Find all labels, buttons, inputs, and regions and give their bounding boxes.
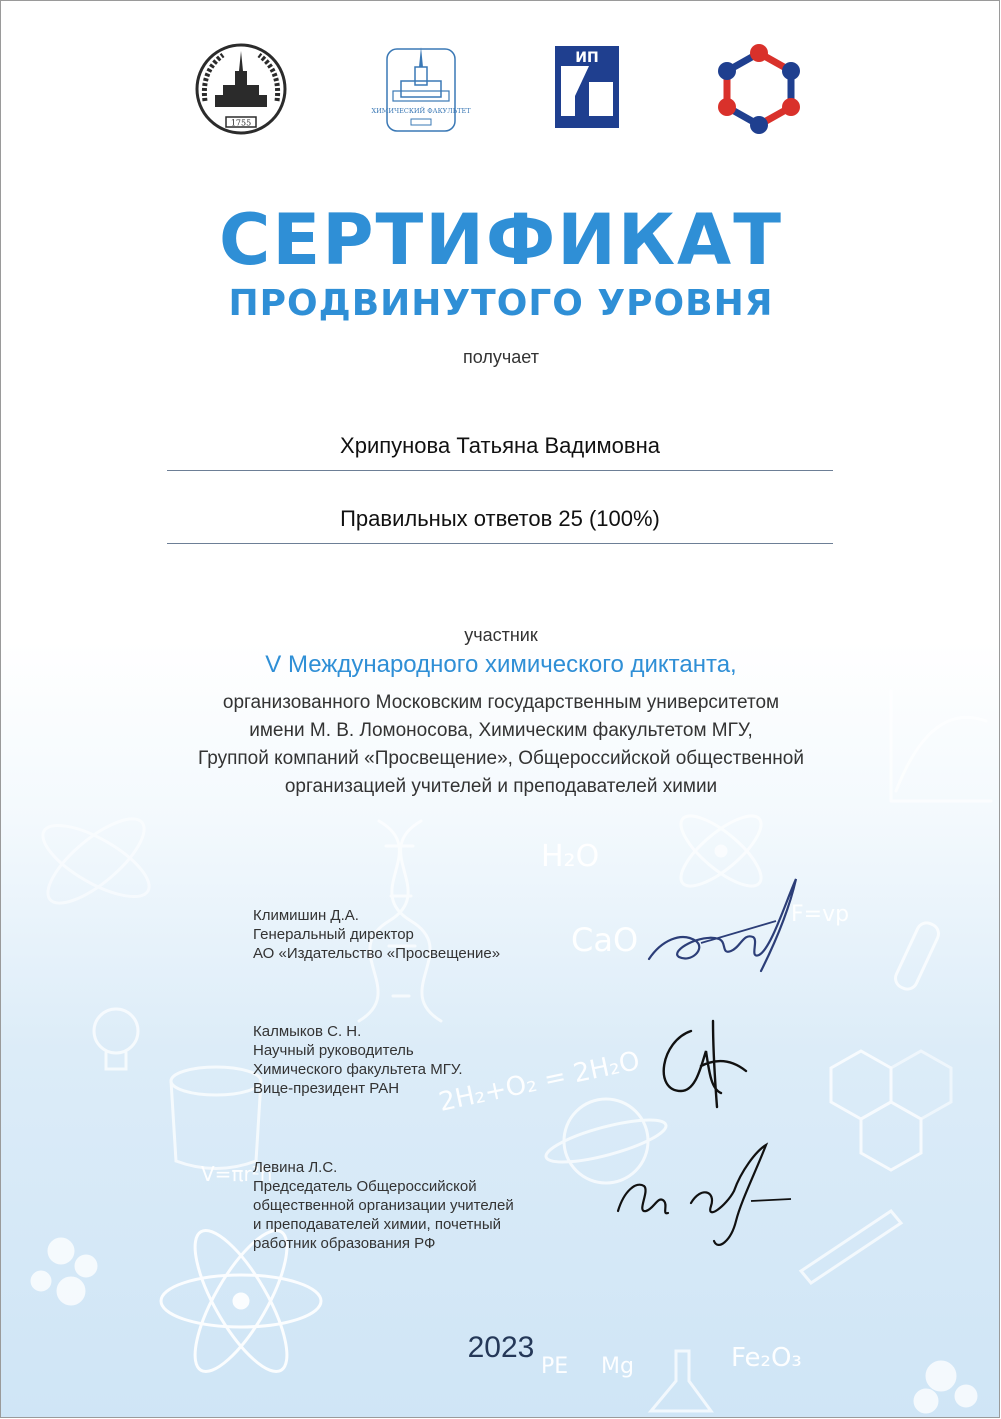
signer-position: работник образования РФ [253, 1235, 436, 1252]
signature-levina [606, 1131, 796, 1261]
teachers-organization-logo [711, 41, 807, 137]
formula-cao: CaO [571, 921, 639, 959]
chemistry-faculty-logo [371, 41, 471, 137]
svg-text:1755: 1755 [230, 118, 252, 128]
molecule-icon [32, 1239, 96, 1304]
signer-block-levina [253, 1158, 573, 1253]
benzene-ring-icon [831, 1051, 951, 1170]
test-tube-icon [892, 920, 942, 993]
signer-position: Вице-президент РАН [253, 1080, 400, 1097]
description-line: организованного Московским государственным университетом [222, 692, 780, 713]
signer-position: общественной организации учителей [253, 1197, 514, 1214]
formula-pe: PE [541, 1354, 569, 1379]
beaker-icon [171, 1067, 261, 1169]
result-score: Правильных ответов 25 (100%) [167, 506, 833, 544]
signer-name: Левина Л.С. [253, 1159, 338, 1176]
description-line: Группой компаний «Просвещение», Общероссийской общественной [198, 748, 804, 769]
certificate-year: 2023 [467, 1331, 535, 1364]
event-title: V Международного химического диктанта, [265, 651, 737, 678]
formula-ft: F=vp [791, 902, 850, 927]
signer-block-kalmykov [253, 1022, 573, 1098]
svg-text:ИП: ИП [575, 50, 599, 66]
signer-name: Климишин Д.А. [253, 907, 359, 924]
description-line: организацией учителей и преподавателей химии [284, 776, 718, 797]
description-line: имени М. В. Ломоносова, Химическим факультетом МГУ, [249, 720, 753, 741]
signer-position: Председатель Общероссийской [253, 1178, 477, 1195]
formula-reaction: 2H₂+O₂ = 2H₂O [436, 1045, 643, 1118]
event-description [101, 689, 901, 801]
prosveshchenie-logo [555, 41, 619, 137]
formula-mg: Mg [601, 1354, 634, 1379]
receives-label: получает [463, 347, 539, 367]
atom-icon [33, 806, 159, 917]
signer-position: Генеральный директор [253, 926, 414, 943]
molecule-icon [915, 1362, 976, 1412]
formula-vt: V=πr²h [201, 1162, 273, 1186]
signer-block-klimishin [253, 906, 573, 963]
light-bulb-icon [94, 1009, 138, 1069]
signature-klimishin [641, 871, 811, 981]
formula-fe2o3: Fe₂O₃ [731, 1343, 802, 1373]
svg-text:ХИМИЧЕСКИЙ ФАКУЛЬТЕТ: ХИМИЧЕСКИЙ ФАКУЛЬТЕТ [371, 107, 471, 115]
signer-name: Калмыков С. Н. [253, 1023, 362, 1040]
signer-position: АО «Издательство «Просвещение» [253, 945, 501, 962]
formula-h2o: H₂O [541, 839, 600, 874]
certificate-title: СЕРТИФИКАТ [219, 199, 783, 281]
pencil-icon [801, 1211, 901, 1283]
certificate-subtitle: ПРОДВИНУТОГО УРОВНЯ [228, 283, 774, 324]
signature-kalmykov [651, 1011, 761, 1111]
participant-label: участник [464, 625, 538, 645]
msu-emblem-logo [193, 41, 289, 137]
signer-position: Научный руководитель [253, 1042, 414, 1059]
signer-position: Химического факультета МГУ. [253, 1061, 463, 1078]
graph-icon [891, 691, 991, 801]
recipient-name: Хрипунова Татьяна Вадимовна [167, 433, 833, 471]
signer-position: и преподавателей химии, почетный [253, 1216, 501, 1233]
